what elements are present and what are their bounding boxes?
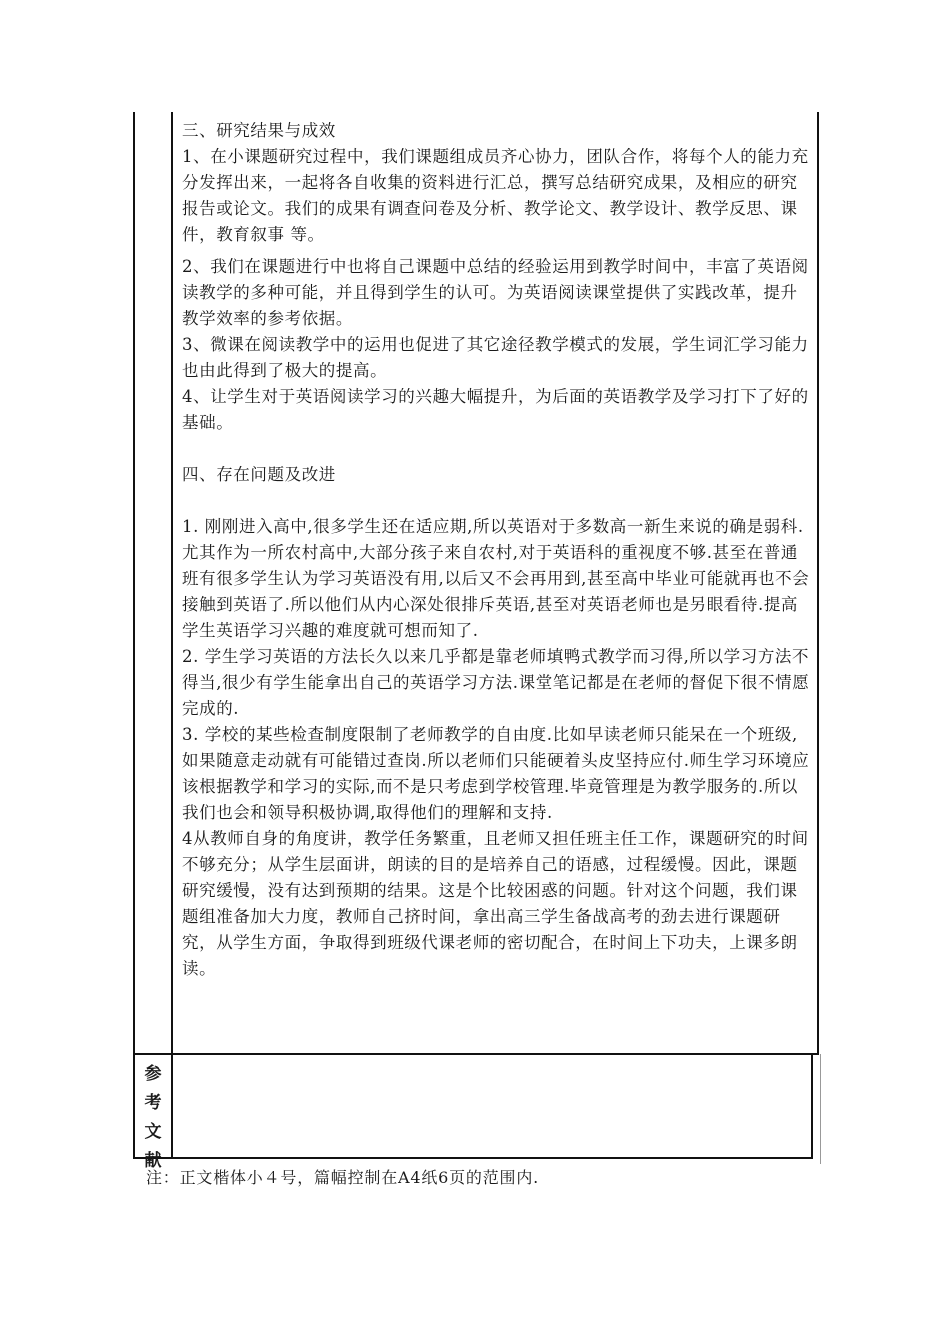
references-label-char: 文 bbox=[144, 1122, 162, 1142]
table-right-border-upper bbox=[817, 112, 819, 1054]
table-right-border-lower bbox=[811, 1054, 813, 1158]
content-cell bbox=[182, 118, 810, 982]
section-3-paragraph: 2、我们在课题进行中也将自己课题中总结的经验运用到教学时间中，丰富了英语阅读教学的多种可能，并且得到学生的认可。为英语阅读课堂提供了实践改革，提升教学效率的参考依据。 bbox=[182, 257, 809, 328]
table-column-divider bbox=[171, 112, 173, 1158]
format-note: 注：正文楷体小４号，篇幅控制在A4纸6页的范围内. bbox=[146, 1168, 540, 1187]
references-label-char: 献 bbox=[144, 1151, 162, 1171]
section-3-heading: 三、研究结果与成效 bbox=[182, 121, 336, 140]
table-row-divider bbox=[133, 1053, 819, 1055]
section-4-paragraph: 2. 学生学习英语的方法长久以来几乎都是靠老师填鸭式教学而习得,所以学习方法不得当,很少有学生能拿出自己的英语学习方法.课堂笔记都是在老师的督促下很不情愿完成的. bbox=[182, 647, 810, 718]
table-bottom-border bbox=[133, 1157, 813, 1159]
references-label-char: 参 bbox=[144, 1064, 162, 1084]
table-right-border-lower-faint bbox=[820, 1054, 821, 1164]
section-4-heading: 四、存在问题及改进 bbox=[182, 465, 336, 484]
table-left-outer-border bbox=[133, 112, 135, 1158]
section-3-paragraph: 3、微课在阅读教学中的运用也促进了其它途径教学模式的发展，学生词汇学习能力也由此得到了极大的提高。 bbox=[182, 335, 809, 380]
references-label-char: 考 bbox=[144, 1093, 162, 1113]
section-4-paragraph: 1. 刚刚进入高中,很多学生还在适应期,所以英语对于多数高一新生来说的确是弱科.尤其作为一所农村高中,大部分孩子来自农村,对于英语科的重视度不够.甚至在普通班有很多学生认为学习英语没有用,以后又不会再用到,甚至高中毕业可能就再也不会接触到英语了.所以他们从内心深处很排斥英语,甚至对英语老师也是另眼看待.提高学生英语学习兴趣的难度就可想而知了. bbox=[182, 517, 810, 640]
section-4-paragraph: 4从教师自身的角度讲，教学任务繁重，且老师又担任班主任工作，课题研究的时间不够充分；从学生层面讲，朗读的目的是培养自己的语感，过程缓慢。因此，课题研究缓慢，没有达到预期的结果。这是个比较困惑的问题。针对这个问题，我们课题组准备加大力度，教师自己挤时间，拿出高三学生备战高考的劲去进行课题研究，从学生方面，争取得到班级代课老师的密切配合，在时间上下功夫，上课多朗读。 bbox=[182, 829, 809, 978]
references-label bbox=[135, 1060, 171, 1176]
section-3-paragraph: 4、让学生对于英语阅读学习的兴趣大幅提升，为后面的英语教学及学习打下了好的基础。 bbox=[182, 387, 809, 432]
section-3-paragraph: 1、在小课题研究过程中，我们课题组成员齐心协力，团队合作，将每个人的能力充分发挥出来，一起将各自收集的资料进行汇总，撰写总结研究成果，及相应的研究报告或论文。我们的成果有调查问卷及分析、教学论文、教学设计、教学反思、课件，教育叙事 等。 bbox=[182, 147, 809, 244]
section-4-paragraph: 3. 学校的某些检查制度限制了老师教学的自由度.比如早读老师只能呆在一个班级,如果随意走动就有可能错过查岗.所以老师们只能硬着头皮坚持应付.师生学习环境应该根据教学和学习的实际,而不是只考虑到学校管理.毕竟管理是为教学服务的.所以我们也会和领导积极协调,取得他们的理解和支持. bbox=[182, 725, 810, 822]
